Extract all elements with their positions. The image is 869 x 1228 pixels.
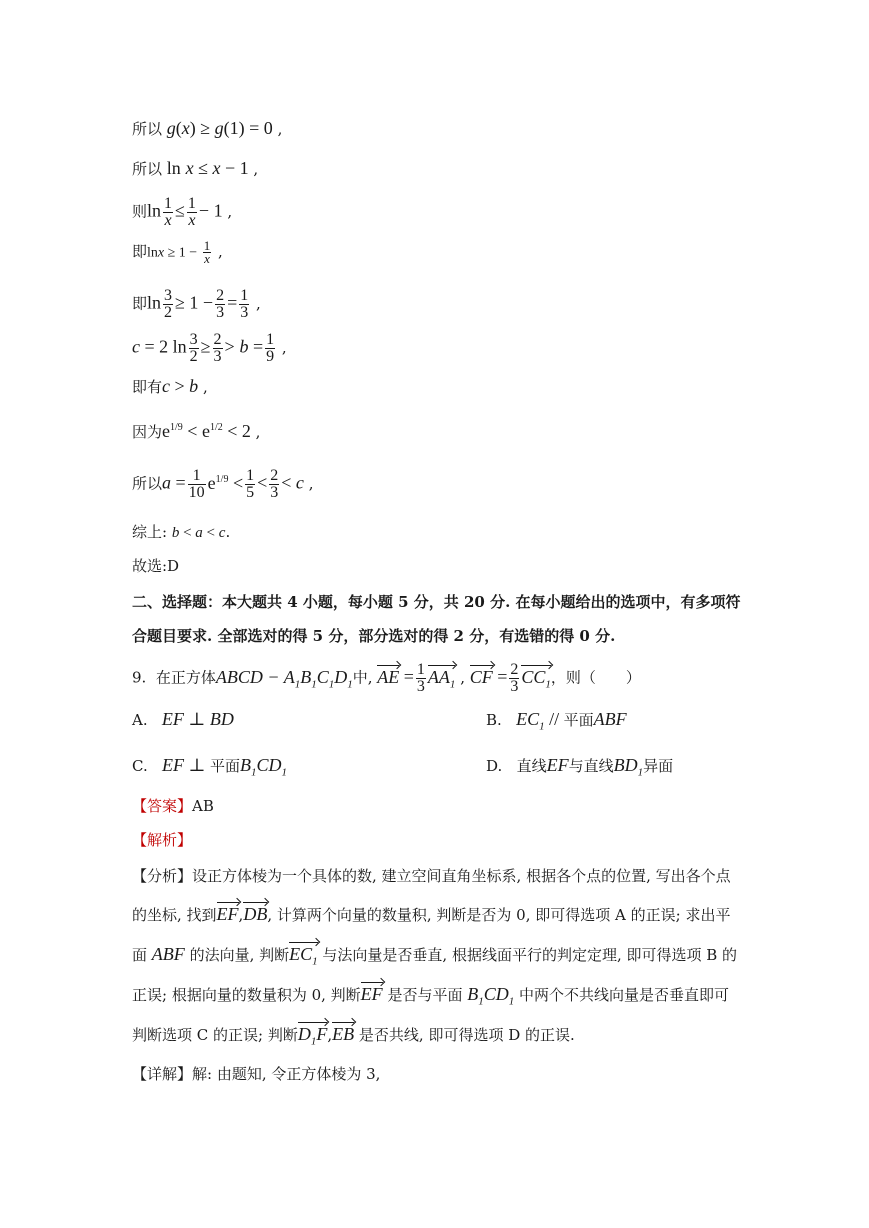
math-expr: ABCD − $A_1B_1C_1D_1$ (215, 666, 353, 691)
option-b (486, 708, 627, 738)
math-expr: ≥ (200, 336, 211, 357)
question-9: 9. 在正方体ABCD − $A_1B_1C_1D_1$中, AE = $\frac{1}{3}$ $AA_1$ , CF = $\frac{2}{3}$ $CC_1$，则（ ） (132, 661, 641, 695)
math-var: c (132, 336, 140, 357)
line-lnx: 所以 ln x ≤ x − 1 , (132, 158, 259, 178)
fenxi-text: 与法向量是否垂直, 根据线面平行的判定定理, 即可得选项 B 的 (322, 946, 738, 964)
fenxi-line-4 (132, 984, 729, 1012)
option-label: B. (486, 711, 502, 729)
line-exp-ineq: 因为$e^{1/9} < e^{1/2} < 2$ , (132, 421, 261, 441)
math-var: b (171, 525, 180, 541)
math-expr: BD (209, 709, 234, 729)
vector-ec1: $EC_1$ (289, 944, 318, 968)
math-expr-paren: ( (175, 118, 182, 138)
vector-aa1: $AA_1$ (427, 666, 456, 691)
text-prefix: 即有 (132, 378, 163, 396)
math-expr: // (544, 709, 564, 729)
line-lnx-ge: 即lnx ≥ 1 − $\frac{1}{x}$ , (132, 238, 223, 266)
math-var: x (181, 118, 190, 138)
fraction: $\frac{1}{3}$ (240, 287, 249, 321)
xiangjie-line (132, 1064, 380, 1084)
xiangjie-text: 解: 由题知, 令正方体棱为 3, (192, 1065, 381, 1083)
math-expr: > (170, 376, 190, 396)
text-prefix: 所以 (132, 474, 163, 493)
vector-db: DB (243, 904, 268, 924)
math-expr: − 1 (220, 158, 249, 178)
text-answer: 故选:D (132, 557, 180, 575)
math-expr: ≤ (193, 158, 213, 178)
math-expr: $e^{1/9} < e^{1/2} < 2$ (162, 421, 251, 441)
fraction: $\frac{1}{x}$ (203, 238, 211, 266)
vector-cc1: $CC_1$ (521, 666, 551, 691)
option-label: A. (132, 711, 148, 729)
answer-value: AB (192, 797, 214, 815)
fenxi-text: 的法向量, 判断 (189, 946, 290, 964)
fenxi-tag: 【分析】 (132, 867, 193, 885)
option-c (132, 754, 287, 784)
option-label: D. (486, 757, 503, 775)
fenxi-text: 的坐标, 找到 (132, 906, 217, 924)
math-expr: > (224, 336, 235, 357)
question-tail: ，则（ ） (550, 668, 641, 687)
fenxi-text: 是否共线, 即可得选项 D 的正误. (358, 1026, 575, 1044)
math-expr: EF (161, 709, 184, 729)
line-summary: 综上: b < a < c. (132, 523, 231, 541)
fraction: $\frac{1}{3}$ (416, 661, 425, 695)
math-var: a (195, 525, 203, 541)
fraction: $\frac{3}{2}$ (164, 287, 173, 321)
option-text: 直线 (516, 757, 547, 775)
text-prefix: 即 (132, 294, 148, 313)
math-expr: ABF (151, 944, 185, 964)
fenxi-text: 面 (132, 946, 148, 964)
math-expr: < (179, 525, 196, 541)
fenxi-line-3 (132, 944, 737, 972)
math-expr: = (227, 292, 238, 313)
fraction: $\frac{1}{10}$ (188, 467, 205, 501)
math-var: g (214, 118, 224, 138)
question-number: 9. (132, 668, 147, 687)
fraction: $\frac{1}{x}$ (164, 195, 173, 229)
vector-ef: EF (360, 984, 383, 1004)
math-var: x (157, 245, 165, 261)
option-text: 异面 (643, 757, 674, 775)
fraction: $\frac{2}{3}$ (216, 287, 225, 321)
fenxi-text: 正误; 根据向量的数量积为 0, 判断 (132, 986, 361, 1004)
math-var: b (189, 376, 199, 396)
section-header-line2: 合题目要求. 全部选对的得 5 分，部分选对的得 2 分，有选错的得 0 分. (132, 627, 616, 645)
math-expr: ≥ 1 − (164, 245, 201, 261)
line-answer-d (132, 556, 179, 576)
math-expr-paren: ) ≥ (189, 118, 215, 138)
math-expr: ≤ (175, 200, 185, 221)
math-expr: ≥ 1 − (175, 292, 214, 313)
fraction: $\frac{1}{9}$ (266, 331, 275, 365)
fraction: $\frac{1}{5}$ (246, 467, 255, 501)
math-expr: ⊥ (183, 709, 210, 729)
math-expr: < (202, 525, 219, 541)
option-label: C. (132, 757, 148, 775)
answer-line (132, 796, 214, 816)
text-prefix: 因为 (132, 423, 163, 441)
math-expr: = (248, 336, 264, 357)
math-var: c (218, 525, 226, 541)
fenxi-text: 是否与平面 (387, 986, 463, 1004)
answer-tag: 【答案】 (132, 797, 193, 815)
line-c-gt-b: c = 2 ln $\frac{3}{2}$ ≥ $\frac{2}{3}$ > b = $\frac{1}{9}$ , (132, 331, 287, 365)
vector-d1f: $D_1F$ (297, 1024, 328, 1048)
math-expr: ln (147, 245, 158, 261)
math-expr: = (492, 666, 508, 687)
math-var: c (162, 376, 171, 396)
math-expr: g (166, 118, 176, 138)
text-prefix: 所以 (132, 160, 163, 178)
option-a (132, 708, 234, 731)
fenxi-text: 设正方体棱为一个具体的数, 建立空间直角坐标系, 根据各个点的位置, 写出各个点 (192, 867, 731, 885)
math-var: b (239, 336, 249, 357)
vector-eb: EB (332, 1024, 355, 1044)
fraction: $\frac{3}{2}$ (189, 331, 198, 365)
question-intro: 在正方体 (155, 668, 216, 687)
math-expr: = (171, 472, 186, 493)
math-expr: < (281, 472, 296, 493)
math-expr: $e^{1/9}$ < (207, 472, 244, 493)
line-c-gt-b-2: 即有c > b , (132, 376, 208, 396)
math-expr: ln (147, 200, 162, 221)
math-var: c (295, 472, 304, 493)
math-var: x (185, 158, 194, 178)
fenxi-line-5: 判断选项 C 的正误; 判断$D_1F,EB$ 是否共线, 即可得选项 D 的正误. (132, 1024, 575, 1048)
option-text: 平面 (209, 757, 240, 775)
option-text: 平面 (563, 711, 594, 729)
fraction: $\frac{2}{3}$ (510, 661, 519, 695)
fenxi-text: 中两个不共线向量是否垂直即可 (519, 986, 730, 1004)
fenxi-text: 判断选项 C 的正误; 判断 (132, 1026, 298, 1044)
math-expr: − 1 (198, 200, 223, 221)
fraction: $\frac{2}{3}$ (213, 331, 222, 365)
text-prefix: 即 (132, 242, 148, 261)
math-expr: $B_1CD_1$ (467, 984, 515, 1008)
line-g-ge: 所以 g(x) ≥ g(1) = 0 , (132, 118, 283, 138)
fenxi-text: , 计算两个向量的数量积, 判断是否为 0, 即可得选项 A 的正误; 求出平 (267, 906, 731, 924)
fenxi-line-2: 的坐标, 找到EF,DB, 计算两个向量的数量积, 判断是否为 0, 即可得选项 A 的正误; 求出平 (132, 904, 731, 924)
line-ln32: 即ln $\frac{3}{2}$ ≥ 1 − $\frac{2}{3}$ = $\frac{1}{3}$ , (132, 287, 261, 321)
option-text: 与直线 (568, 757, 614, 775)
fraction: $\frac{1}{x}$ (187, 195, 196, 229)
math-var: x (212, 158, 221, 178)
math-expr: ln (147, 292, 162, 313)
vector-ae: AE (377, 666, 400, 687)
math-expr: $BD_1$ (613, 755, 644, 779)
line-a-value: 所以a = $\frac{1}{10}$ $e^{1/9}$ < $\frac{1}{5}$ < $\frac{2}{3}$ < c , (132, 467, 314, 501)
math-expr: ABF (593, 709, 627, 729)
question-mid: 中, (352, 668, 373, 687)
math-var: a (162, 472, 172, 493)
math-expr: ln (166, 158, 181, 178)
math-expr: (1) = 0 (223, 118, 273, 138)
analysis-line (132, 830, 192, 850)
vector-cf: CF (469, 666, 493, 687)
math-expr: ⊥ (184, 755, 210, 775)
line-ln-1x: 则ln $\frac{1}{x}$ ≤ $\frac{1}{x}$ − 1 , (132, 195, 233, 229)
fraction: $\frac{2}{3}$ (270, 467, 279, 501)
vector-ef: EF (216, 904, 239, 924)
analysis-tag: 【解析】 (132, 831, 193, 849)
option-d (486, 754, 673, 784)
math-expr: < (257, 472, 268, 493)
math-expr: = (399, 666, 414, 687)
math-expr: EF (546, 755, 569, 775)
text-prefix: 所以 (132, 120, 163, 138)
math-expr: $B_1CD_1$ (239, 755, 287, 779)
math-expr: EF (162, 755, 185, 775)
section-header-line1: 二、选择题：本大题共 4 小题，每小题 5 分，共 20 分. 在每小题给出的选项中，有多项符 (132, 593, 741, 611)
text-prefix: 则 (132, 202, 148, 221)
xiangjie-tag: 【详解】 (132, 1065, 193, 1083)
math-expr: = 2 ln (140, 336, 187, 357)
math-expr: $EC_1$ (516, 709, 545, 733)
fenxi-line-1 (132, 866, 731, 886)
text-prefix: 综上: (132, 523, 172, 541)
